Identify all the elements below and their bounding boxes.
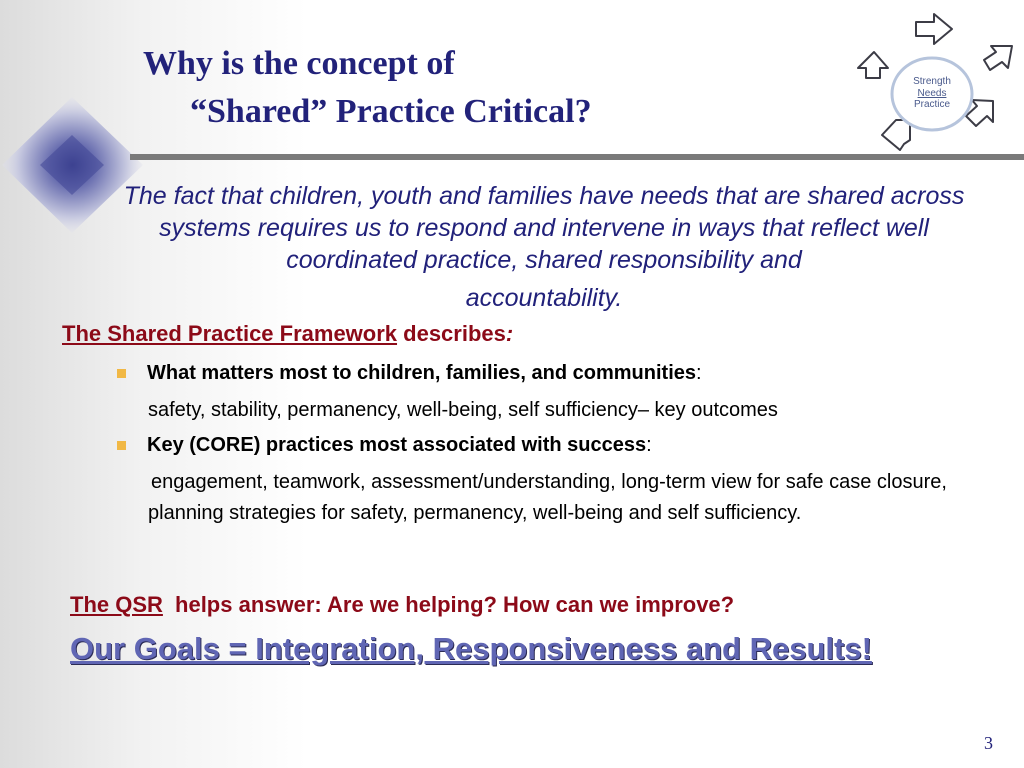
cycle-arrow-left — [858, 52, 888, 78]
bullet-tail: : — [646, 434, 652, 456]
framework-colon: : — [505, 321, 514, 346]
intro-last-word: accountability. — [465, 284, 623, 312]
page-number: 3 — [984, 733, 993, 753]
bullet-square-icon — [117, 441, 126, 450]
qsr-line — [70, 592, 734, 618]
framework-heading — [62, 321, 513, 347]
cycle-diagram — [848, 8, 1024, 162]
cycle-label-needs: Needs — [917, 88, 947, 99]
intro-text: The fact that children, youth and families have needs that are shared across systems requires us to respond and intervene in ways that reflect well coordinated practice, shared responsibility and — [123, 182, 965, 274]
title-line-1: Why is the concept of — [143, 45, 455, 82]
cycle-label-practice: Practice — [913, 99, 951, 110]
goals-statement[interactable]: Our Goals = Integration, Responsiveness and Results! — [70, 631, 872, 666]
qsr-question: helps answer: Are we helping? How can we improve? — [168, 592, 735, 617]
framework-describes: describes — [397, 321, 506, 346]
bullet-text — [147, 434, 652, 457]
bullet-square-icon — [117, 369, 126, 378]
bullet-bold: What matters most to children, families, and communities — [147, 362, 696, 384]
strength-needs-practice-cycle — [848, 8, 1024, 162]
qsr-link[interactable]: The QSR — [70, 592, 163, 617]
bullet-text — [147, 362, 702, 385]
cycle-label-strength: Strength — [913, 76, 951, 87]
cycle-arrow-right — [984, 46, 1012, 70]
bullet-bold: Key (CORE) practices most associated with success — [147, 434, 647, 456]
slide-title — [143, 40, 592, 136]
bullet-detail-outcomes: safety, stability, permanency, well-being, self sufficiency– key outcomes — [148, 399, 778, 421]
title-line-2: “Shared” Practice Critical? — [190, 93, 592, 130]
framework-link[interactable]: The Shared Practice Framework — [62, 321, 398, 346]
bullet-tail: : — [696, 362, 702, 384]
cycle-arrow-top — [916, 14, 952, 44]
intro-paragraph — [92, 180, 996, 314]
bullet-detail-practices: engagement, teamwork, assessment/understanding, long-term view for safe case closure, planning strategies for safety, permanency, well-being and self sufficiency. — [148, 471, 947, 524]
